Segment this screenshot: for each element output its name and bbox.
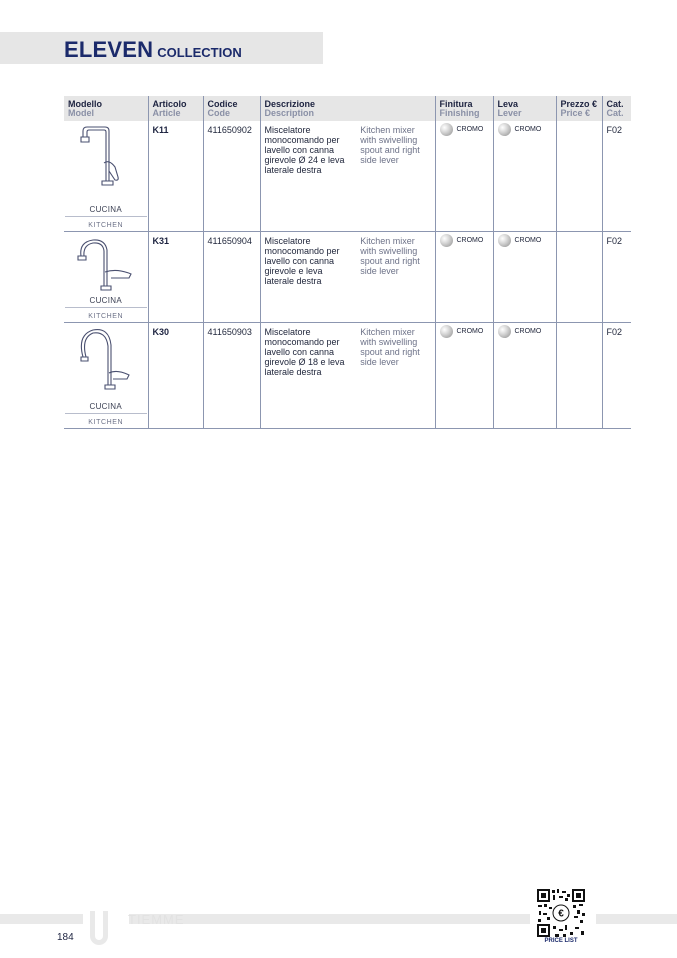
row-caption-en: KITCHEN — [88, 313, 124, 320]
price-cell — [556, 121, 602, 232]
article-cell — [148, 323, 203, 429]
finishing-cell — [435, 232, 493, 323]
faucet-k31-drawing — [71, 236, 141, 296]
table-row — [64, 232, 631, 323]
col-header-model: Modello Model — [64, 96, 148, 121]
collection-name: ELEVEN — [64, 37, 154, 62]
row-caption-it: CUCINA — [89, 296, 122, 305]
article-code: K11 — [152, 125, 169, 135]
page-title — [64, 37, 242, 63]
lever-cell — [493, 323, 556, 429]
description-en: Kitchen mixer with swivelling spout and right side lever — [360, 125, 420, 165]
chrome-swatch-icon — [498, 325, 511, 338]
collection-label: COLLECTION — [157, 45, 242, 60]
finish-label: CROMO — [456, 126, 484, 133]
finishing-cell — [435, 323, 493, 429]
chrome-swatch-icon — [440, 325, 453, 338]
faucet-k11-drawing — [71, 125, 141, 197]
brand-pipe-logo-icon — [90, 911, 108, 945]
code-cell: 411650903 — [203, 323, 260, 429]
chrome-swatch-icon — [498, 234, 511, 247]
lever-cell — [493, 232, 556, 323]
chrome-swatch-icon — [440, 123, 453, 136]
article-code: K31 — [152, 236, 170, 246]
code-cell: 411650902 — [203, 121, 260, 232]
article-cell — [148, 232, 203, 323]
table-row — [64, 121, 631, 232]
finish-label: CROMO — [456, 237, 484, 244]
col-header-price: Prezzo € Price € — [556, 96, 602, 121]
col-header-article: Articolo Article — [148, 96, 203, 121]
code-cell: 411650904 — [203, 232, 260, 323]
description-cell — [260, 232, 435, 323]
caption-divider — [65, 413, 147, 414]
row-caption-en: KITCHEN — [88, 419, 124, 426]
price-cell — [556, 232, 602, 323]
col-header-cat: Cat. Cat. — [602, 96, 631, 121]
lever-label: CROMO — [514, 328, 542, 335]
model-cell — [64, 232, 148, 323]
finishing-cell — [435, 121, 493, 232]
col-header-code: Codice Code — [203, 96, 260, 121]
article-cell — [148, 121, 203, 232]
description-it: Miscelatore monocomando per lavello con canna girevole Ø 24 e leva laterale destra — [264, 125, 345, 175]
lever-cell — [493, 121, 556, 232]
col-header-finishing: Finitura Finishing — [435, 96, 493, 121]
article-code: K30 — [152, 327, 170, 337]
chrome-swatch-icon — [498, 123, 511, 136]
qr-code-icon[interactable] — [537, 889, 585, 937]
table-row — [64, 323, 631, 429]
model-cell — [64, 323, 148, 429]
description-cell — [260, 121, 435, 232]
page-number: 184 — [57, 932, 74, 943]
description-cell — [260, 323, 435, 429]
brand-watermark: TIEMME — [128, 912, 185, 927]
cat-cell: F02 — [602, 323, 631, 429]
faucet-k30-drawing — [71, 327, 141, 395]
qr-price-list-label: PRICE LIST — [544, 938, 578, 944]
cat-cell: F02 — [602, 121, 631, 232]
table-header-row — [64, 96, 631, 121]
description-en: Kitchen mixer with swivelling spout and right side lever — [360, 327, 420, 367]
description-en: Kitchen mixer with swivelling spout and right side lever — [360, 236, 420, 276]
lever-label: CROMO — [514, 237, 542, 244]
chrome-swatch-icon — [440, 234, 453, 247]
caption-divider — [65, 216, 147, 217]
model-cell — [64, 121, 148, 232]
price-cell — [556, 323, 602, 429]
col-header-lever: Leva Lever — [493, 96, 556, 121]
svg-text:€: € — [558, 908, 564, 920]
description-it: Miscelatore monocomando per lavello con canna girevole Ø 18 e leva laterale destra — [264, 327, 345, 377]
lever-label: CROMO — [514, 126, 542, 133]
caption-divider — [65, 307, 147, 308]
row-caption-it: CUCINA — [89, 402, 122, 411]
row-caption-it: CUCINA — [89, 205, 122, 214]
row-caption-en: KITCHEN — [88, 222, 124, 229]
description-it: Miscelatore monocomando per lavello con canna girevole e leva laterale destra — [264, 236, 340, 286]
cat-cell: F02 — [602, 232, 631, 323]
price-table — [64, 96, 631, 429]
col-header-description: Descrizione Description — [260, 96, 435, 121]
finish-label: CROMO — [456, 328, 484, 335]
